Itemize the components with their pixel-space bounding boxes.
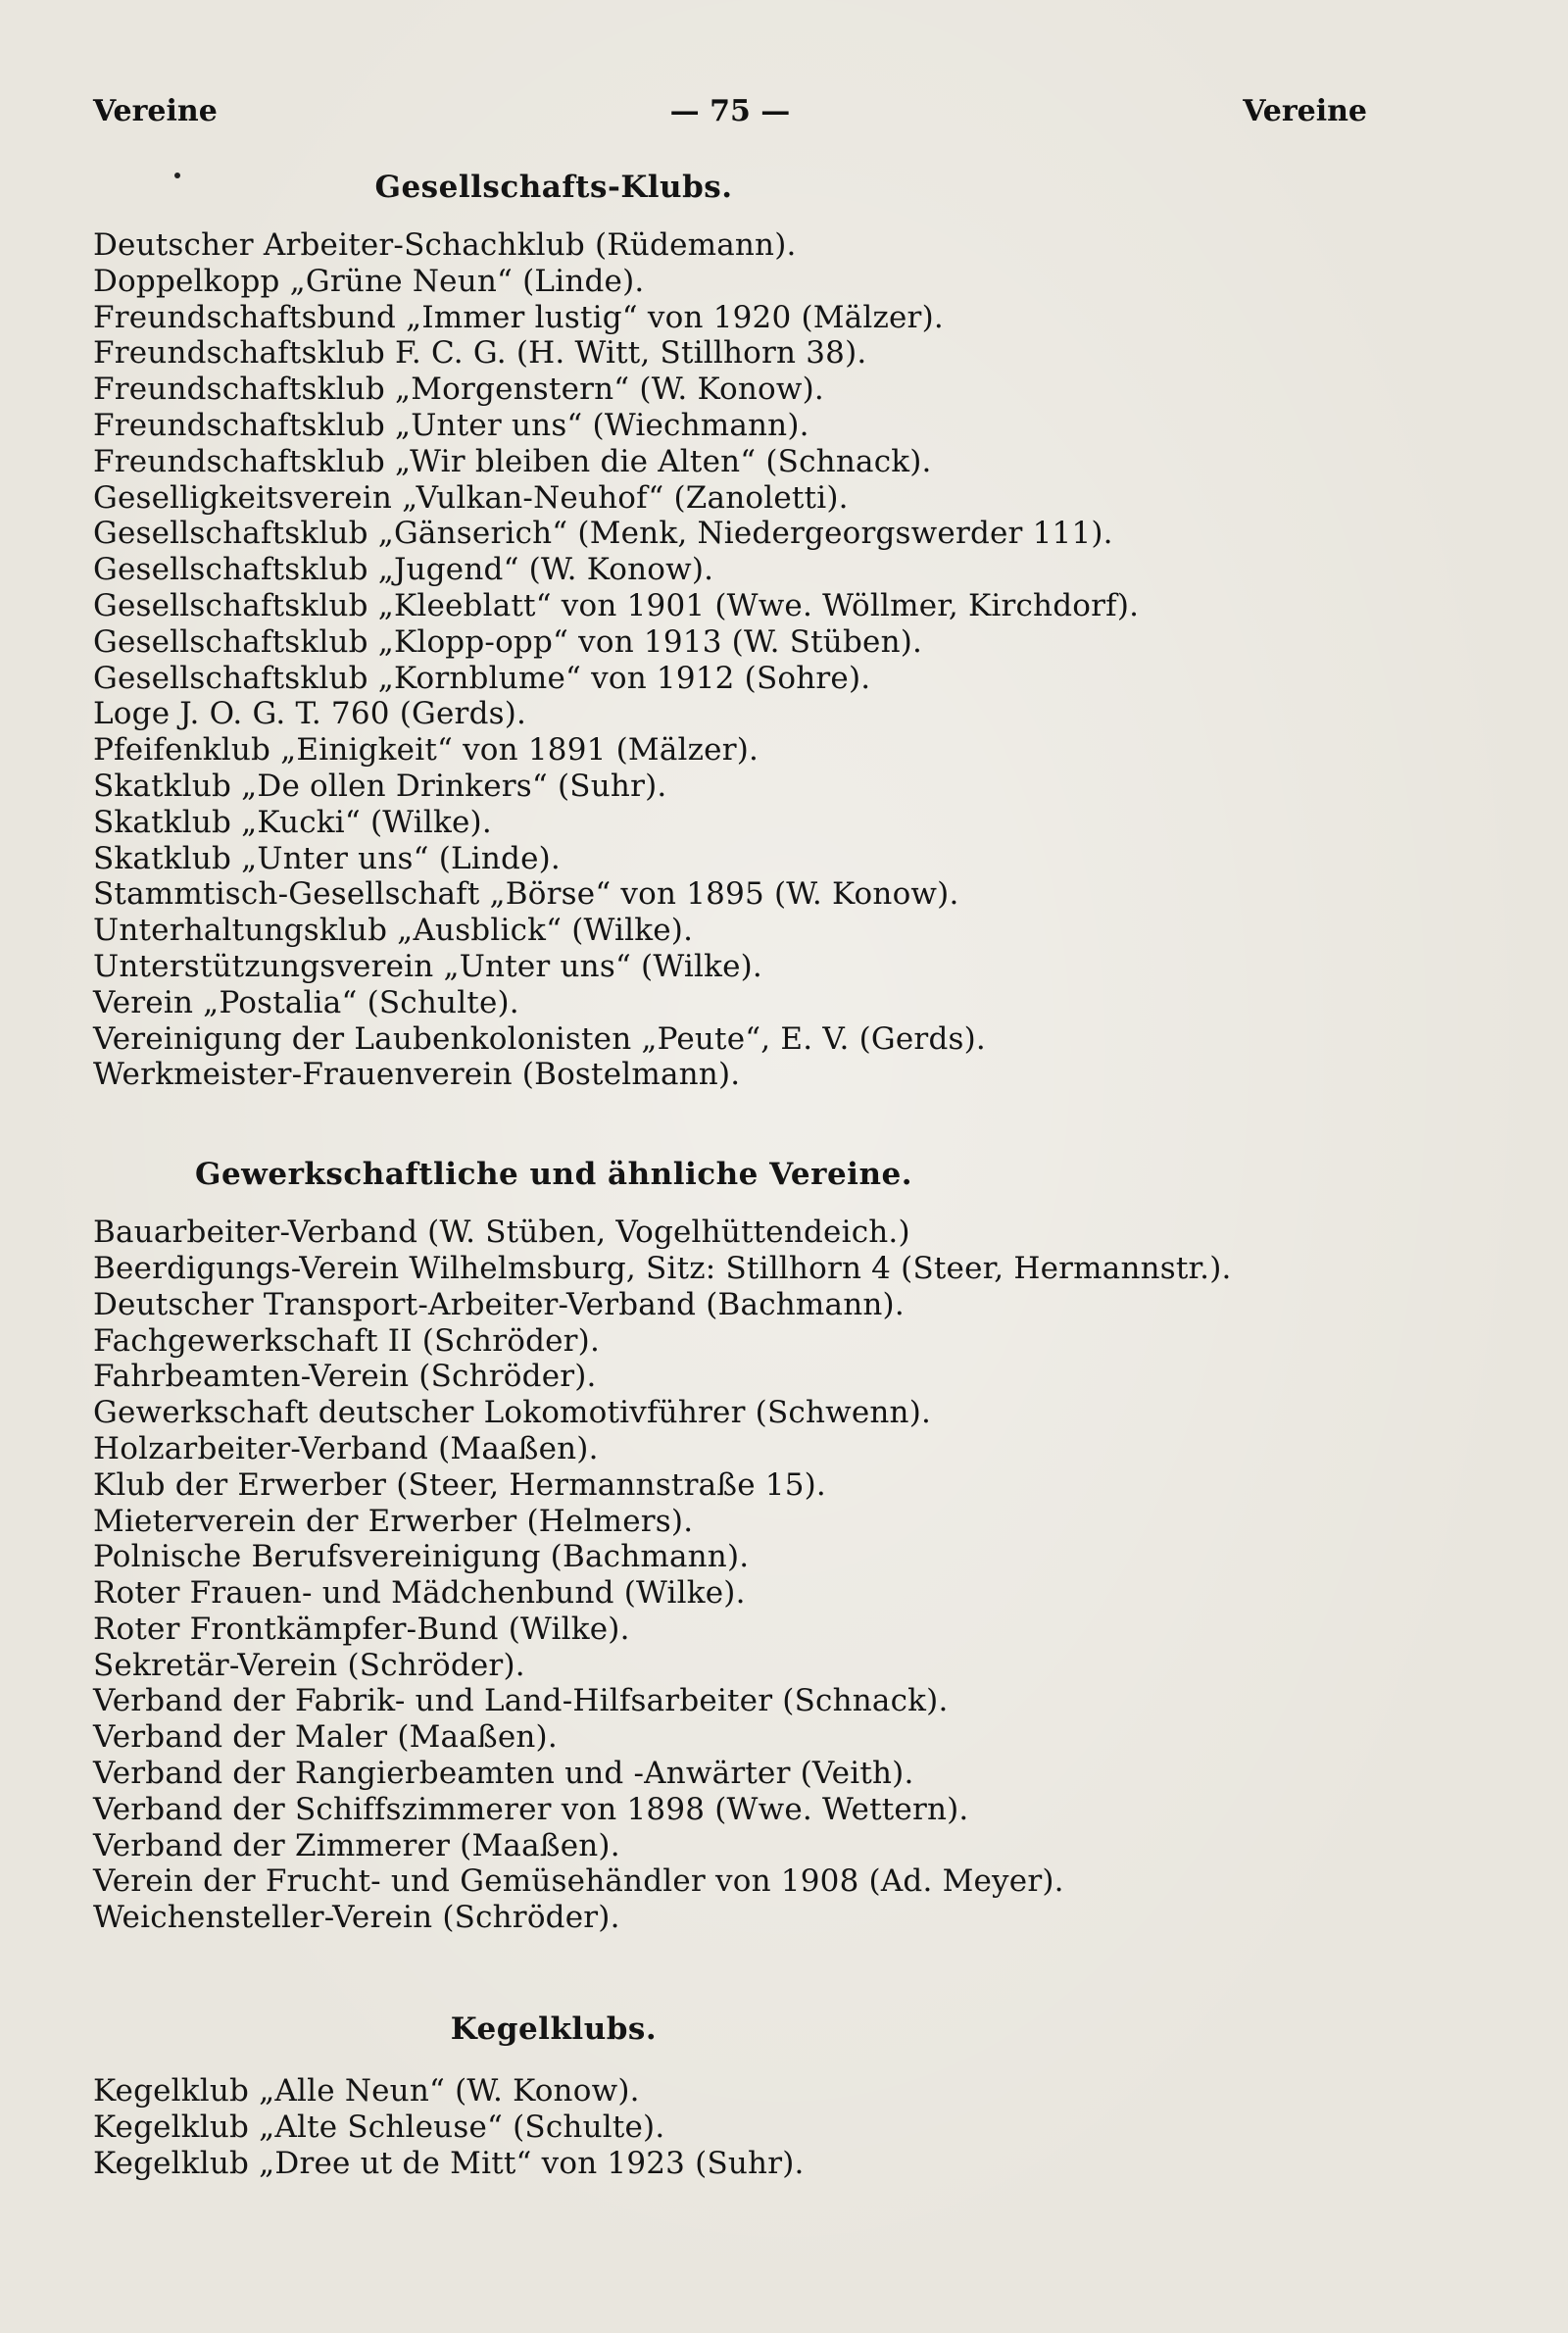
list-item: Deutscher Transport-Arbeiter-Verband (Bachmann). — [93, 1286, 905, 1322]
entry-list — [93, 2073, 1308, 2181]
list-item: Unterhaltungsklub „Ausblick“ (Wilke). — [93, 913, 694, 949]
list-item: Verband der Zimmerer (Maaßen). — [93, 1827, 620, 1863]
list-item: Fachgewerkschaft II (Schröder). — [93, 1322, 601, 1359]
list-item: Klub der Erwerber (Steer, Hermannstraße 15). — [93, 1466, 826, 1503]
list-item: Stammtisch-Gesellschaft „Börse“ von 1895 (W. Konow). — [93, 876, 959, 913]
section-kegelklubs — [93, 2007, 1308, 2181]
section-title: Kegelklubs. — [450, 2011, 658, 2048]
list-item: Sekretär-Verein (Schröder). — [93, 1647, 525, 1683]
list-item: Gesellschaftsklub „Kleeblatt“ von 1901 (Wwe. Wöllmer, Kirchdorf). — [93, 587, 1140, 623]
list-item: Gesellschaftsklub „Klopp-opp“ von 1913 (W. Stüben). — [93, 623, 923, 660]
header-right-label: Vereine — [1243, 94, 1367, 128]
list-item: Verein „Postalia“ (Schulte). — [93, 984, 519, 1020]
section-gesellschafts-klubs — [93, 165, 1308, 1093]
list-item: Holzarbeiter-Verband (Maaßen). — [93, 1430, 599, 1466]
entry-list — [93, 227, 1308, 1093]
list-item: Freundschaftsklub F. C. G. (H. Witt, Stillhorn 38). — [93, 335, 867, 372]
list-item: Gesellschaftsklub „Gänserich“ (Menk, Niedergeorgswerder 111). — [93, 516, 1113, 552]
list-item: Freundschaftsklub „Wir bleiben die Alten“ (Schnack). — [93, 443, 932, 479]
list-item: Roter Frontkämpfer-Bund (Wilke). — [93, 1611, 630, 1647]
list-item: Skatklub „De ollen Drinkers“ (Suhr). — [93, 768, 667, 804]
list-item: Deutscher Arbeiter-Schachklub (Rüdemann). — [93, 227, 797, 263]
list-item: Kegelklub „Alle Neun“ (W. Konow). — [93, 2073, 640, 2110]
list-item: Doppelkopp „Grüne Neun“ (Linde). — [93, 263, 645, 299]
list-item: Werkmeister-Frauenverein (Bostelmann). — [93, 1057, 741, 1093]
list-item: Verband der Rangierbeamten und -Anwärter (Veith). — [93, 1756, 914, 1792]
list-item: Freundschaftsklub „Morgenstern“ (W. Konow). — [93, 372, 824, 408]
list-item: Weichensteller-Verein (Schröder). — [93, 1900, 620, 1936]
list-item: Fahrbeamten-Verein (Schröder). — [93, 1359, 597, 1395]
list-item: Unterstützungsverein „Unter uns“ (Wilke). — [93, 948, 762, 984]
list-item: Polnische Berufsvereinigung (Bachmann). — [93, 1539, 750, 1575]
list-item: Vereinigung der Laubenkolonisten „Peute“, E. V. (Gerds). — [93, 1020, 986, 1057]
list-item: Roter Frauen- und Mädchenbund (Wilke). — [93, 1575, 746, 1612]
list-item: Beerdigungs-Verein Wilhelmsburg, Sitz: Stillhorn 4 (Steer, Hermannstr.). — [93, 1250, 1232, 1286]
entry-list — [93, 1215, 1308, 1936]
list-item: Freundschaftsklub „Unter uns“ (Wiechmann). — [93, 407, 809, 443]
list-item: Bauarbeiter-Verband (W. Stüben, Vogelhüttendeich.) — [93, 1215, 910, 1251]
list-item: Verband der Schiffszimmerer von 1898 (Wwe. Wettern). — [93, 1791, 969, 1827]
section-title: Gewerkschaftliche und ähnliche Vereine. — [194, 1157, 912, 1193]
list-item: Gesellschaftsklub „Kornblume“ von 1912 (Sohre). — [93, 660, 871, 696]
section-gewerkschaftliche-vereine — [93, 1152, 1308, 1936]
section-title: Gesellschafts-Klubs. — [374, 170, 733, 205]
list-item: Loge J. O. G. T. 760 (Gerds). — [93, 696, 527, 732]
page-content — [93, 165, 1308, 2181]
list-item: Geselligkeitsverein „Vulkan-Neuhof“ (Zanoletti). — [93, 479, 849, 516]
list-item: Kegelklub „Dree ut de Mitt“ von 1923 (Suhr). — [93, 2145, 805, 2181]
list-item: Skatklub „Kucki“ (Wilke). — [93, 804, 492, 840]
list-item: Verband der Fabrik- und Land-Hilfsarbeiter (Schnack). — [93, 1683, 949, 1719]
list-item: Gesellschaftsklub „Jugend“ (W. Konow). — [93, 552, 714, 588]
list-item: Freundschaftsbund „Immer lustig“ von 1920 (Mälzer). — [93, 299, 944, 335]
page-number: — 75 — — [669, 94, 791, 128]
list-item: Skatklub „Unter uns“ (Linde). — [93, 840, 561, 876]
running-header — [93, 94, 1367, 133]
list-item: Gewerkschaft deutscher Lokomotivführer (Schwenn). — [93, 1395, 932, 1431]
list-item: Pfeifenklub „Einigkeit“ von 1891 (Mälzer). — [93, 732, 760, 769]
list-item: Verein der Frucht- und Gemüsehändler von 1908 (Ad. Meyer). — [93, 1863, 1064, 1900]
list-item: Verband der Maler (Maaßen). — [93, 1719, 558, 1756]
list-item: Kegelklub „Alte Schleuse“ (Schulte). — [93, 2109, 665, 2145]
list-item: Mieterverein der Erwerber (Helmers). — [93, 1503, 694, 1539]
header-left-label: Vereine — [93, 94, 218, 128]
